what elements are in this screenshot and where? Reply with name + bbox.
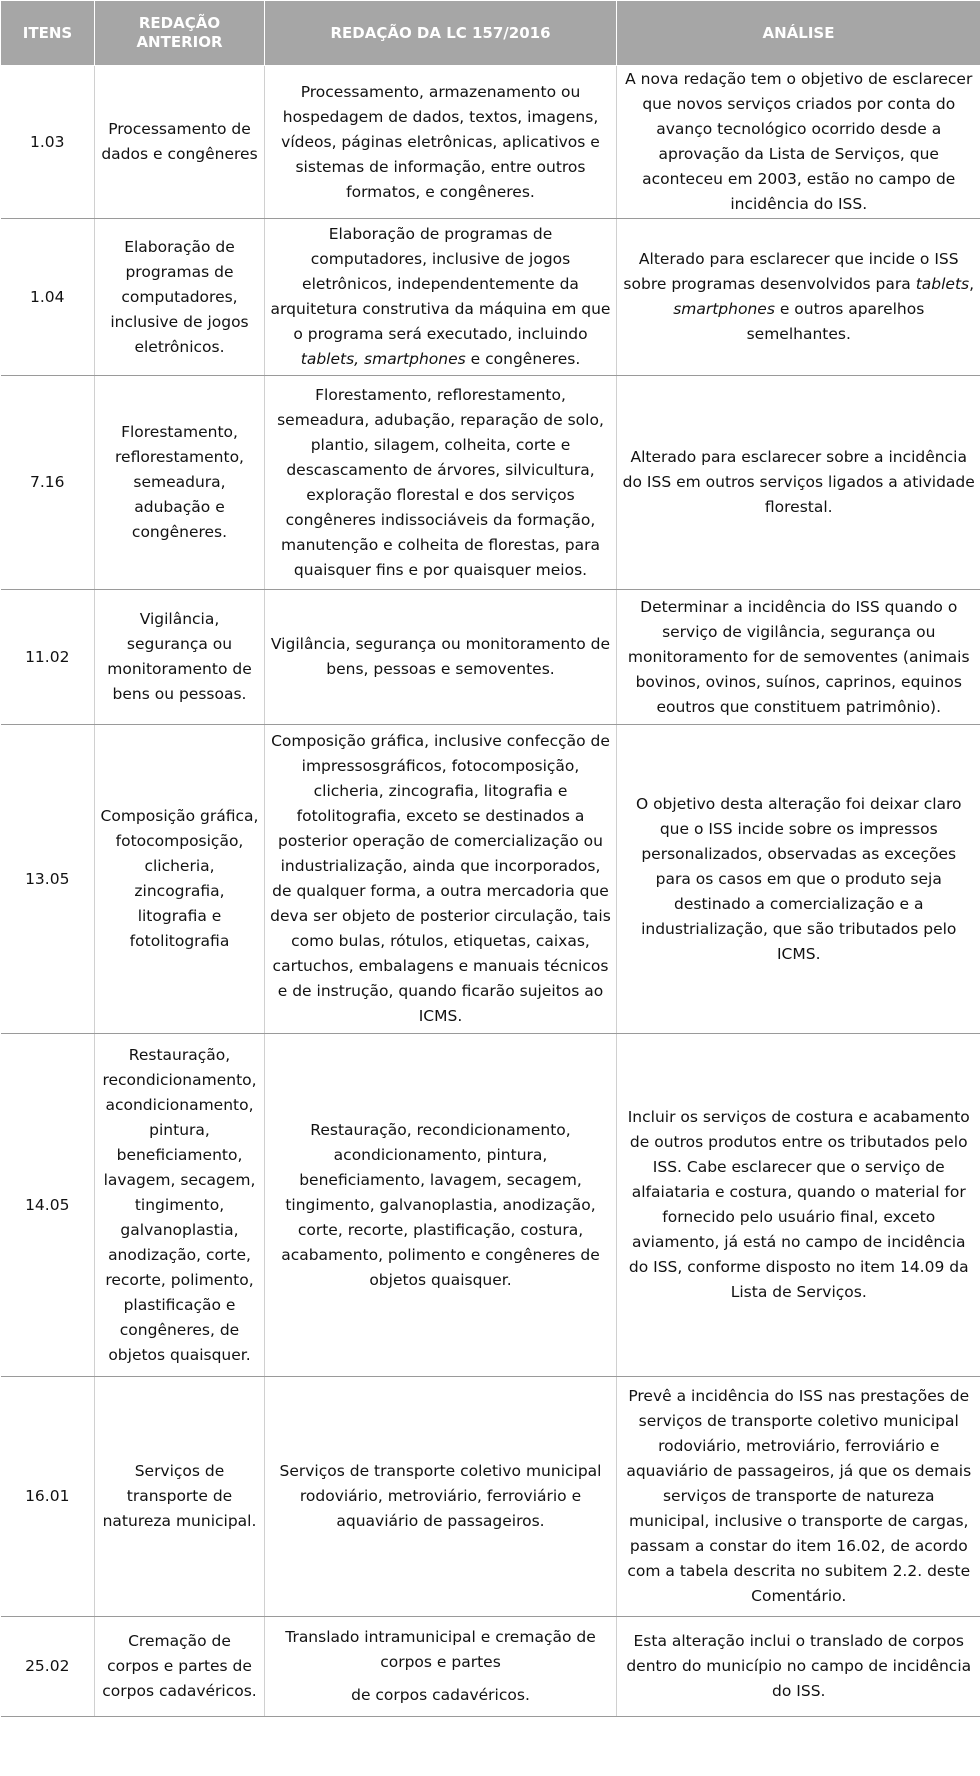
item-code: 11.02 bbox=[1, 590, 95, 725]
item-code: 1.04 bbox=[1, 219, 95, 376]
previous-text: Florestamento, reflorestamento, semeadura, adubação e congêneres. bbox=[95, 376, 265, 590]
item-code: 25.02 bbox=[1, 1617, 95, 1717]
new-text-part: e congêneres. bbox=[465, 350, 581, 368]
previous-text: Serviços de transporte de natureza municipal. bbox=[95, 1377, 265, 1617]
new-text: Serviços de transporte coletivo municipal rodoviário, metroviário, ferroviário e aquaviário de passageiros. bbox=[265, 1377, 617, 1617]
table-row bbox=[1, 590, 980, 725]
new-text: Florestamento, reflorestamento, semeadura, adubação, reparação de solo, plantio, silagem, colheita, corte e descascamento de árvores, silvicultura, exploração florestal e dos serviços congêneres indissociáveis da formação, manutenção e colheita de florestas, para quaisquer fins e por quaisquer meios. bbox=[265, 376, 617, 590]
new-text: Restauração, recondicionamento, acondicionamento, pintura, beneficiamento, lavagem, secagem, tingimento, galvanoplastia, anodização, corte, recorte, plastificação, costura, acabamento, polimento e congêneres de objetos quaisquer. bbox=[265, 1034, 617, 1377]
analysis-text-part: , bbox=[969, 275, 975, 293]
table-row bbox=[1, 725, 980, 1034]
analysis-text: Incluir os serviços de costura e acabamento de outros produtos entre os tributados pelo ISS. Cabe esclarecer que o serviço de alfaiataria e costura, quando o material for fornecido pelo usuário final, exceto aviamento, já está no campo de incidência do ISS, conforme disposto no item 14.09 da Lista de Serviços. bbox=[617, 1034, 980, 1377]
new-text bbox=[265, 219, 617, 376]
analysis-text-part: Alterado para esclarecer que incide o ISS sobre programas desenvolvidos para bbox=[623, 250, 959, 293]
table-row bbox=[1, 376, 980, 590]
analysis-text: O objetivo desta alteração foi deixar claro que o ISS incide sobre os impressos personalizados, observadas as exceções para os casos em que o produto seja destinado a comercialização e a industrialização, que são tributados pelo ICMS. bbox=[617, 725, 980, 1034]
item-code: 16.01 bbox=[1, 1377, 95, 1617]
previous-text: Elaboração de programas de computadores, inclusive de jogos eletrônicos. bbox=[95, 219, 265, 376]
new-text-part: Translado intramunicipal e cremação de corpos e partes bbox=[285, 1628, 596, 1671]
item-code: 1.03 bbox=[1, 66, 95, 219]
new-text-italic: tablets, smartphones bbox=[300, 350, 466, 368]
previous-text: Vigilância, segurança ou monitoramento de bens ou pessoas. bbox=[95, 590, 265, 725]
new-text: Composição gráfica, inclusive confecção de impressosgráficos, fotocomposição, clicheria, zincografia, litografia e fotolitografia, exceto se destinados a posterior operação de comercialização ou industrialização, ainda que incorporados, de qualquer forma, a outra mercadoria que deva ser objeto de posterior circulação, tais como bulas, rótulos, etiquetas, caixas, cartuchos, embalagens e manuais técnicos e de instrução, quando ficarão sujeitos ao ICMS. bbox=[265, 725, 617, 1034]
analysis-text: Prevê a incidência do ISS nas prestações de serviços de transporte coletivo municipal rodoviário, metroviário, ferroviário e aquaviário de passageiros, já que os demais serviços de transporte de natureza municipal, inclusive o transporte de cargas, passam a constar do item 16.02, de acordo com a tabela descrita no subitem 2.2. deste Comentário. bbox=[617, 1377, 980, 1617]
new-text-part: Elaboração de programas de computadores, inclusive de jogos eletrônicos, independentemente da arquitetura construtiva da máquina em que o programa será executado, incluindo bbox=[270, 225, 611, 343]
previous-text: Composição gráfica, fotocomposição, clicheria, zincografia, litografia e fotolitografia bbox=[95, 725, 265, 1034]
analysis-text-italic: smartphones bbox=[673, 300, 775, 318]
table-row bbox=[1, 219, 980, 376]
analysis-text bbox=[617, 219, 980, 376]
previous-text: Cremação de corpos e partes de corpos cadavéricos. bbox=[95, 1617, 265, 1717]
analysis-text: Esta alteração inclui o translado de corpos dentro do município no campo de incidência do ISS. bbox=[617, 1617, 980, 1717]
table-row bbox=[1, 1617, 980, 1717]
analysis-text-italic: tablets bbox=[915, 275, 970, 293]
previous-text: Restauração, recondicionamento, acondicionamento, pintura, beneficiamento, lavagem, secagem, tingimento, galvanoplastia, anodização, corte, recorte, polimento, plastificação e congêneres, de objetos quaisquer. bbox=[95, 1034, 265, 1377]
header-itens: ITENS bbox=[1, 1, 95, 66]
new-text: Vigilância, segurança ou monitoramento de bens, pessoas e semoventes. bbox=[265, 590, 617, 725]
table-row bbox=[1, 66, 980, 219]
previous-text: Processamento de dados e congêneres bbox=[95, 66, 265, 219]
item-code: 13.05 bbox=[1, 725, 95, 1034]
header-redacao-anterior: REDAÇÃO ANTERIOR bbox=[95, 1, 265, 66]
header-row bbox=[1, 1, 980, 66]
analysis-text: Determinar a incidência do ISS quando o serviço de vigilância, segurança ou monitoramento for de semoventes (animais bovinos, ovinos, suínos, caprinos, equinos eoutros que constituem patrimônio). bbox=[617, 590, 980, 725]
analysis-text-part: e outros aparelhos semelhantes. bbox=[746, 300, 925, 343]
table-row bbox=[1, 1034, 980, 1377]
item-code: 14.05 bbox=[1, 1034, 95, 1377]
new-text bbox=[265, 1617, 617, 1717]
new-text: Processamento, armazenamento ou hospedagem de dados, textos, imagens, vídeos, páginas eletrônicas, aplicativos e sistemas de informação, entre outros formatos, e congêneres. bbox=[265, 66, 617, 219]
header-analise: ANÁLISE bbox=[617, 1, 980, 66]
analysis-text: A nova redação tem o objetivo de esclarecer que novos serviços criados por conta do avanço tecnológico ocorrido desde a aprovação da Lista de Serviços, que aconteceu em 2003, estão no campo de incidência do ISS. bbox=[617, 66, 980, 219]
item-code: 7.16 bbox=[1, 376, 95, 590]
header-redacao-lc: REDAÇÃO DA LC 157/2016 bbox=[265, 1, 617, 66]
table-row bbox=[1, 1377, 980, 1617]
analysis-text: Alterado para esclarecer sobre a incidência do ISS em outros serviços ligados a atividade florestal. bbox=[617, 376, 980, 590]
new-text-tail: de corpos cadavéricos. bbox=[351, 1686, 530, 1704]
